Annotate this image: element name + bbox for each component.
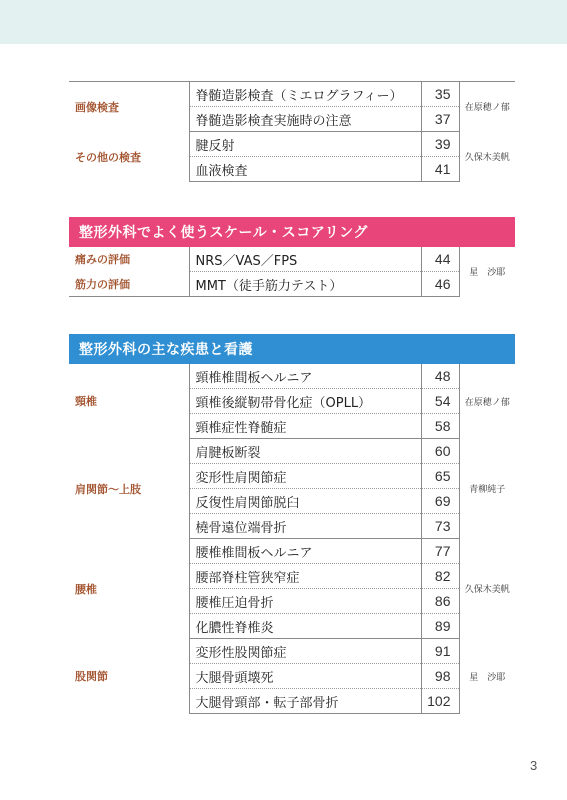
category-label: 頸椎 xyxy=(69,364,189,439)
author-name: 在原穂ノ郁 xyxy=(459,82,515,132)
entry-title[interactable]: 頸椎症性脊髄症 xyxy=(189,414,421,439)
author-name: 久保木美帆 xyxy=(464,585,510,595)
entry-title[interactable]: 血液検査 xyxy=(189,157,421,182)
author-name: 星 沙耶 xyxy=(469,672,506,683)
entry-title[interactable]: 腱反射 xyxy=(189,132,421,157)
section-header-diseases xyxy=(69,334,515,364)
entry-title[interactable]: 大腿骨頭壊死 xyxy=(189,664,421,689)
category-label: 痛みの評価 xyxy=(69,247,189,272)
entry-page[interactable]: 82 xyxy=(421,564,459,589)
entry-page[interactable]: 44 xyxy=(421,247,459,272)
category-label: その他の検査 xyxy=(69,132,189,182)
entry-title[interactable]: 腰椎圧迫骨折 xyxy=(189,589,421,614)
toc-row[interactable] xyxy=(69,132,515,157)
category-label: 腰椎 xyxy=(69,539,189,639)
section-header-scales xyxy=(69,217,515,247)
author-name: 久保木美帆 xyxy=(464,153,510,163)
entry-page[interactable]: 98 xyxy=(421,664,459,689)
toc-table-imaging xyxy=(69,81,515,182)
section-title: 整形外科の主な疾患と看護 xyxy=(79,342,253,358)
category-label: 肩関節～上肢 xyxy=(69,439,189,539)
entry-title[interactable]: 頸椎椎間板ヘルニア xyxy=(189,364,421,389)
entry-page[interactable]: 60 xyxy=(421,439,459,464)
entry-page[interactable]: 73 xyxy=(421,514,459,539)
category-label: 画像検査 xyxy=(69,82,189,132)
entry-title[interactable]: 大腿骨頸部・転子部骨折 xyxy=(189,689,421,714)
page-number: 3 xyxy=(530,758,538,773)
entry-page[interactable]: 69 xyxy=(421,489,459,514)
entry-page[interactable]: 89 xyxy=(421,614,459,639)
entry-page[interactable]: 102 xyxy=(421,689,459,714)
author-name: 在原穂ノ郁 xyxy=(464,397,510,408)
entry-page[interactable]: 86 xyxy=(421,589,459,614)
category-label: 筋力の評価 xyxy=(69,272,189,297)
entry-title[interactable]: 変形性肩関節症 xyxy=(189,464,421,489)
toc-row[interactable] xyxy=(69,439,515,464)
toc-row[interactable] xyxy=(69,639,515,664)
entry-title[interactable]: 腰椎椎間板ヘルニア xyxy=(189,539,421,564)
entry-title[interactable]: 肩腱板断裂 xyxy=(189,439,421,464)
entry-page[interactable]: 65 xyxy=(421,464,459,489)
toc-table-scales xyxy=(69,247,515,297)
entry-page[interactable]: 35 xyxy=(421,82,459,107)
entry-title[interactable]: 頸椎後縦靭帯骨化症（OPLL） xyxy=(189,389,421,414)
entry-page[interactable]: 58 xyxy=(421,414,459,439)
entry-page[interactable]: 41 xyxy=(421,157,459,182)
toc-row[interactable] xyxy=(69,364,515,389)
entry-title[interactable]: 反復性肩関節脱臼 xyxy=(189,489,421,514)
toc-row[interactable] xyxy=(69,272,515,297)
toc-row[interactable] xyxy=(69,539,515,564)
toc-table-diseases xyxy=(69,364,515,714)
entry-title[interactable]: NRS／VAS／FPS xyxy=(189,247,421,272)
entry-page[interactable]: 91 xyxy=(421,639,459,664)
entry-title[interactable]: 変形性股関節症 xyxy=(189,639,421,664)
top-decorative-band xyxy=(0,0,567,44)
author-name: 星 沙耶 xyxy=(469,268,506,279)
toc-row[interactable] xyxy=(69,82,515,107)
entry-page[interactable]: 46 xyxy=(421,272,459,297)
entry-title[interactable]: MMT（徒手筋力テスト） xyxy=(189,272,421,297)
entry-title[interactable]: 橈骨遠位端骨折 xyxy=(189,514,421,539)
entry-title[interactable]: 化膿性脊椎炎 xyxy=(189,614,421,639)
author-name: 青柳純子 xyxy=(469,485,506,495)
entry-page[interactable]: 48 xyxy=(421,364,459,389)
toc-row[interactable] xyxy=(69,247,515,272)
section-title: 整形外科でよく使うスケール・スコアリング xyxy=(79,225,368,241)
entry-title[interactable]: 腰部脊柱管狭窄症 xyxy=(189,564,421,589)
entry-page[interactable]: 77 xyxy=(421,539,459,564)
entry-page[interactable]: 54 xyxy=(421,389,459,414)
entry-page[interactable]: 37 xyxy=(421,107,459,132)
category-label: 股関節 xyxy=(69,639,189,714)
entry-page[interactable]: 39 xyxy=(421,132,459,157)
entry-title[interactable]: 脊髄造影検査（ミエログラフィー） xyxy=(189,82,421,107)
entry-title[interactable]: 脊髄造影検査実施時の注意 xyxy=(189,107,421,132)
